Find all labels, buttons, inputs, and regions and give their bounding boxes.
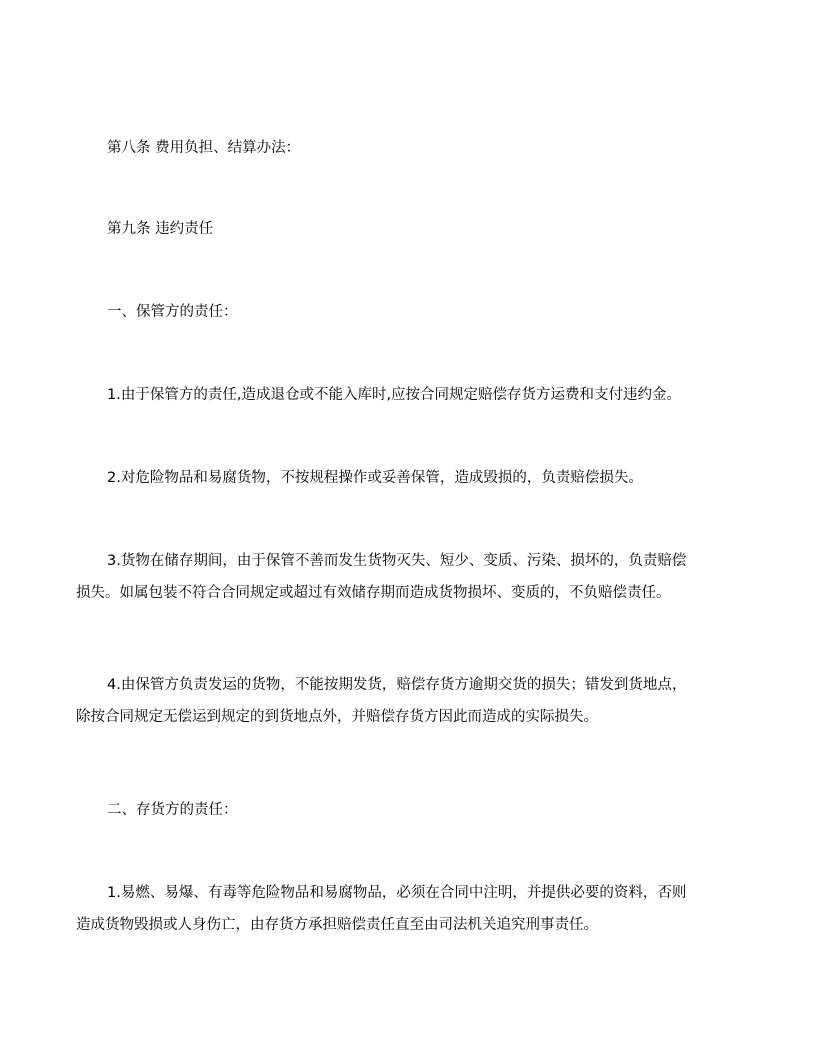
custodian-liability-heading [76,302,748,322]
custodian-item-3 [76,551,748,603]
paragraph-line: 二、存货方的责任： [107,802,238,818]
clause-9-heading [76,219,748,239]
custodian-item-1 [76,385,748,405]
paragraph-line: 第九条 违约责任 [107,221,214,237]
paragraph-line: 损失。如属包装不符合合同规定或超过有效储存期而造成货物损坏、变质的，不负赔偿责任。 [76,585,671,601]
paragraph-line: 造成货物毁损或人身伤亡，由存货方承担赔偿责任直至由司法机关追究刑事责任。 [76,917,598,933]
custodian-item-2 [76,468,748,488]
paragraph-line: 一、保管方的责任： [107,304,238,320]
paragraph-line: 2.对危险物品和易腐货物，不按规程操作或妥善保管，造成毁损的，负责赔偿损失。 [107,470,643,486]
depositor-item-1 [76,883,748,935]
paragraph-line: 除按合同规定无偿运到规定的到货地点外，并赔偿存货方因此而造成的实际损失。 [76,709,598,725]
paragraph-line: 3.货物在储存期间，由于保管不善而发生货物灭失、短少、变质、污染、损坏的，负责赔偿 [107,553,687,569]
clause-8-heading [76,138,748,158]
custodian-item-4 [76,675,748,727]
depositor-liability-heading [76,800,748,820]
paragraph-line: 1.由于保管方的责任,造成退仓或不能入库时,应按合同规定赔偿存货方运费和支付违约金。 [107,387,682,403]
paragraph-line: 第八条 费用负担、结算办法： [107,140,301,156]
paragraph-line: 4.由保管方负责发运的货物，不能按期发货，赔偿存货方逾期交货的损失；错发到货地点， [107,677,687,693]
paragraph-line: 1.易燃、易爆、有毒等危险物品和易腐物品，必须在合同中注明，并提供必要的资料，否则 [107,885,687,901]
